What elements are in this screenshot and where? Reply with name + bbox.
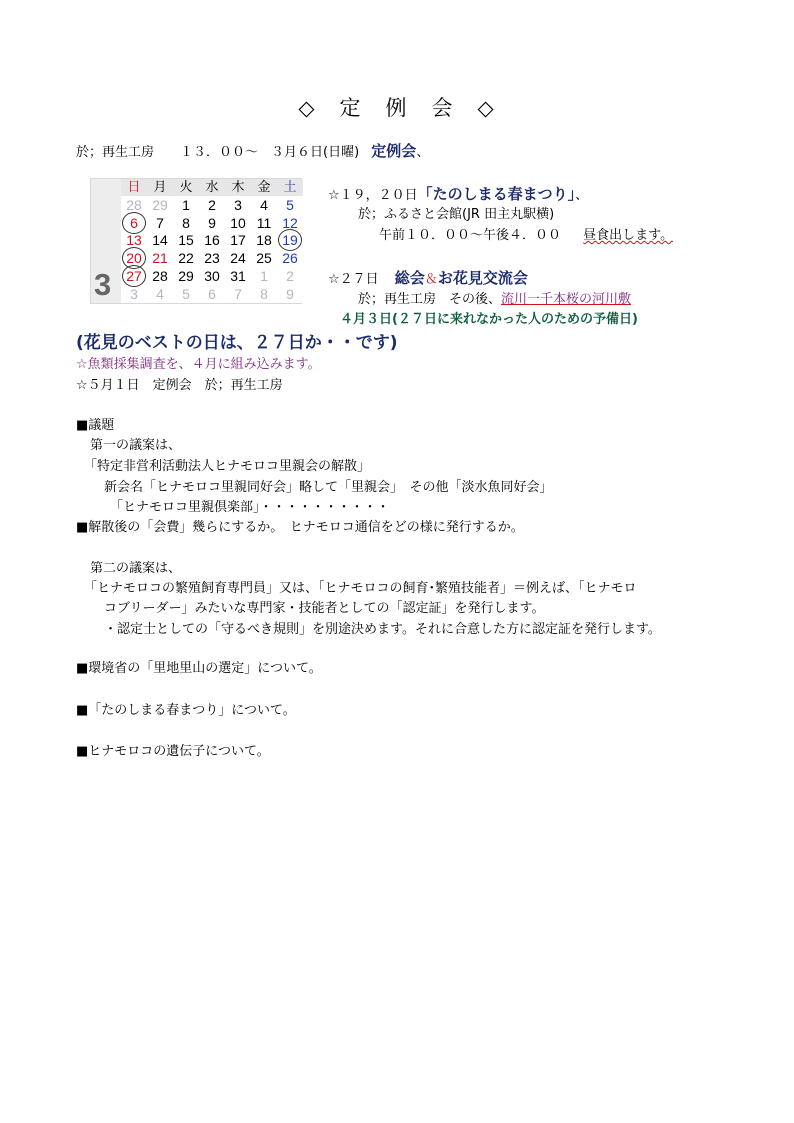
- calendar-day: 28: [126, 196, 142, 213]
- event1-title-line: [328, 186, 588, 204]
- event2-backup-date: ４月３日(２７日に来れなかった人のための予備日): [340, 312, 638, 327]
- calendar-day: 5: [182, 285, 190, 302]
- calendar-weekday: 水: [205, 180, 219, 195]
- event2-venue: 於；再生工房 その後、: [358, 292, 502, 307]
- calendar-day: 25: [256, 250, 272, 267]
- calendar-day: 24: [230, 250, 246, 267]
- agenda-fee: ■解散後の「会費」幾らにするか。 ヒナモロコ通信をどの様に発行するか。: [76, 520, 524, 535]
- fish-survey-note: ☆魚類採集調査を、４月に組み込みます。: [76, 357, 321, 372]
- agenda-first-line2: 新会名「ヒナモロコ里親同好会」略して「里親会」 その他「淡水魚同好会」: [104, 480, 553, 495]
- calendar-day: 10: [230, 214, 246, 231]
- calendar-day: 9: [208, 214, 216, 231]
- calendar-day: 20: [126, 250, 142, 267]
- calendar-day: 6: [208, 285, 216, 302]
- agenda-first-line3: 「ヒナモロコ里親倶楽部」・・・・・・・・・・: [110, 500, 390, 515]
- calendar-weekday: 日: [127, 180, 141, 195]
- calendar-grid: [121, 179, 303, 303]
- agenda-second-line3: ・認定士としての「守るべき規則」を別途決めます。それに合意した方に認定証を発行します。: [104, 622, 661, 637]
- calendar-day: 17: [230, 232, 246, 249]
- event1-lunch-note: 昼食出します。: [583, 228, 674, 243]
- event2-venue-line: [358, 292, 631, 308]
- event2-title-line: [328, 270, 528, 288]
- event1-suffix: 、: [575, 188, 589, 203]
- event1-venue: 於；ふるさと会館(JR 田主丸駅横): [358, 207, 555, 222]
- calendar-day: 4: [156, 285, 164, 302]
- calendar-day: 8: [260, 285, 268, 302]
- calendar-day: 7: [234, 285, 242, 302]
- calendar-month: 3: [94, 267, 112, 302]
- calendar-day: 14: [152, 232, 168, 249]
- agenda-second-line2: コブリーダー」みたいな専門家・技能者としての「認定証」を発行します。: [104, 601, 545, 616]
- calendar-weekday: 土: [283, 180, 297, 195]
- event2-hanami: お花見交流会: [437, 269, 528, 287]
- calendar-day: 18: [256, 232, 272, 249]
- calendar-day: 2: [208, 196, 216, 213]
- calendar-day: 30: [204, 268, 220, 284]
- calendar-weekday: 火: [179, 180, 193, 195]
- calendar-day: 8: [182, 214, 190, 231]
- calendar-day: 26: [282, 250, 298, 267]
- calendar-weekday: 金: [257, 180, 271, 195]
- meeting-line: [76, 143, 429, 161]
- agenda-festival: ■「たのしまる春まつり」について。: [76, 703, 296, 718]
- calendar-day: 1: [182, 196, 190, 213]
- calendar-weekday: 木: [231, 180, 245, 195]
- calendar-day: 29: [152, 196, 168, 213]
- calendar-day: 3: [234, 196, 242, 213]
- best-day-note: (花見のベストの日は、２７日か・・です): [76, 333, 398, 353]
- calendar-day: 12: [282, 214, 298, 231]
- event2-riverbank: 流川一千本桜の河川敷: [501, 292, 632, 307]
- event2-date: ☆２７日: [328, 272, 379, 287]
- calendar-day: 29: [178, 268, 194, 284]
- meeting-suffix: 、: [416, 145, 430, 160]
- meeting-info: 於；再生工房 １３．００～ ３月６日(日曜): [76, 145, 360, 160]
- event1-time-line: [379, 228, 673, 244]
- calendar-day: 2: [286, 268, 294, 284]
- calendar-day: 5: [286, 196, 294, 213]
- calendar-day: 15: [178, 232, 194, 249]
- calendar-day: 23: [204, 250, 220, 267]
- calendar-day: 6: [130, 214, 138, 231]
- calendar-day-circle: [122, 212, 146, 234]
- event2-general-meeting: 総会: [394, 269, 425, 287]
- agenda-environment: ■環境省の「里地里山の選定」について。: [76, 661, 322, 676]
- calendar-day: 1: [260, 268, 268, 284]
- event2-ampersand: ＆: [424, 272, 438, 287]
- event1-name: 「たのしまる春まつり」: [417, 185, 576, 203]
- calendar-day: 16: [204, 232, 220, 249]
- calendar-day: 28: [152, 268, 168, 284]
- agenda-second-line1: 「ヒナモロコの繁殖飼育専門員」又は、「ヒナモロコの飼育･繁殖技能者」＝例えば、「ヒナモロ: [84, 581, 637, 596]
- agenda-second-intro: 第二の議案は、: [90, 561, 182, 576]
- agenda-first-intro: 第一の議案は、: [90, 438, 182, 453]
- event1-date: ☆１９，２０日: [328, 188, 418, 203]
- event1-time: 午前１０．００～午後４．００: [379, 228, 562, 243]
- calendar-day: 4: [260, 196, 268, 213]
- calendar-day: 3: [130, 285, 138, 302]
- calendar-day: 19: [282, 232, 298, 249]
- calendar-day: 9: [286, 285, 294, 302]
- calendar-day: 7: [156, 214, 164, 231]
- march-calendar: [90, 178, 302, 304]
- calendar-day: 22: [178, 250, 194, 267]
- page-title: ◇ 定 例 会 ◇: [298, 96, 496, 120]
- meeting-emph: 定例会: [371, 142, 417, 160]
- calendar-day: 13: [126, 232, 142, 249]
- agenda-first-line1: 「特定非営利活動法人ヒナモロコ里親会の解散」: [84, 459, 371, 474]
- agenda-heading: ■議題: [76, 418, 115, 433]
- may-meeting-note: ☆５月１日 定例会 於；再生工房: [76, 378, 283, 393]
- calendar-day-circle: [122, 265, 146, 287]
- calendar-day: 31: [230, 268, 246, 284]
- calendar-day: 27: [126, 268, 142, 284]
- agenda-genes: ■ヒナモロコの遺伝子について。: [76, 744, 270, 759]
- calendar-day: 21: [152, 250, 168, 267]
- calendar-day: 11: [256, 214, 272, 231]
- calendar-weekday: 月: [153, 180, 167, 195]
